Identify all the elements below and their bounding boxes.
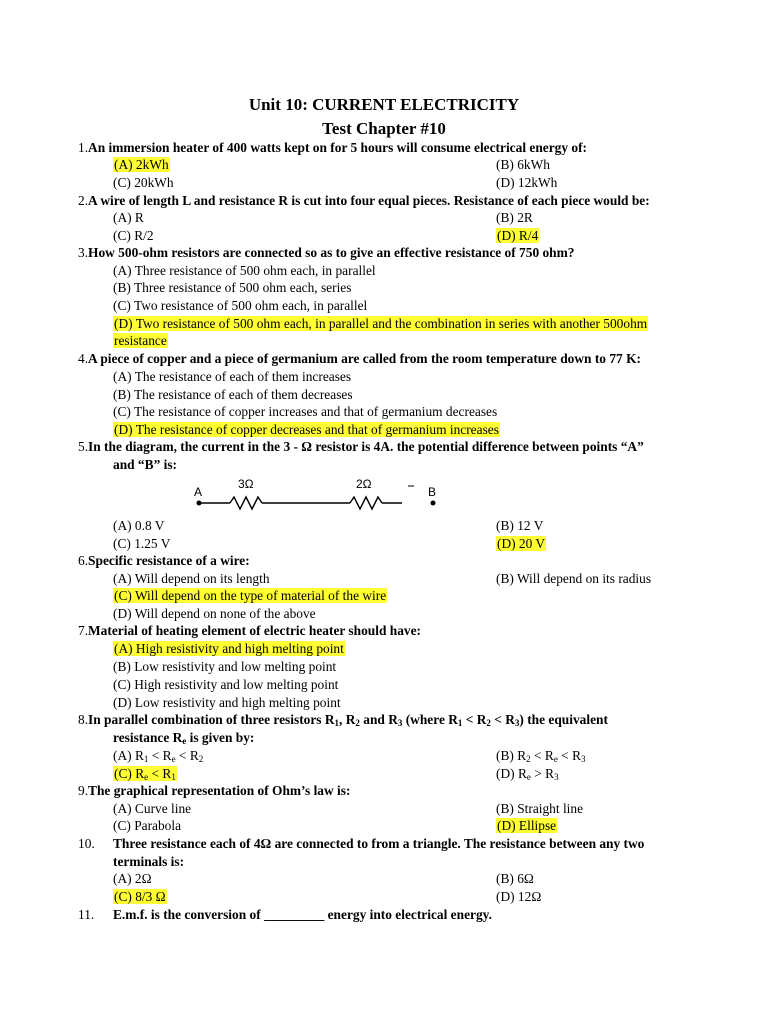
question-8 — [78, 711, 608, 728]
highlighted-answer: (C) $R_e < R_1$ — [114, 766, 176, 782]
question-text: The graphical representation of Ohm’s law is: — [88, 783, 351, 798]
question-1 — [78, 139, 587, 156]
q4-option-b: (B) The resistance of each of them decreases — [113, 387, 353, 402]
question-8-cont: resistance $R_e$ is given by: — [113, 730, 255, 746]
question-9 — [78, 782, 350, 799]
highlighted-answer: (D) R/4 — [497, 228, 539, 243]
question-text: E.m.f. is the conversion of _________ energy into electrical energy. — [113, 907, 492, 922]
q6-option-b: (B) Will depend on its radius — [496, 571, 652, 586]
question-11 — [78, 906, 492, 923]
q2-option-a: (A) R — [113, 210, 144, 225]
question-number: 7. — [78, 623, 89, 638]
point-b-label: B — [428, 485, 437, 499]
q10-option-d: (D) 12Ω — [496, 889, 542, 904]
question-number: 9. — [78, 783, 89, 798]
question-number: 2. — [78, 193, 89, 208]
q3-option-d — [113, 315, 648, 332]
q1-option-d: (D) 12kWh — [496, 175, 558, 190]
circuit-diagram — [190, 475, 450, 515]
page-subtitle: Test Chapter #10 — [322, 119, 446, 138]
resistor-2-label: 2Ω — [356, 477, 372, 491]
highlighted-answer: (C) 8/3 Ω — [114, 889, 166, 904]
question-2 — [78, 192, 650, 209]
question-5-cont: and “B” is: — [113, 457, 177, 472]
q10-option-b: (B) 6Ω — [496, 871, 534, 886]
page-title: Unit 10: CURRENT ELECTRICITY — [248, 95, 520, 114]
q5-option-d — [496, 535, 546, 552]
q9-option-b: (B) Straight line — [496, 801, 584, 816]
q2-option-d — [496, 227, 539, 244]
highlighted-answer: (D) Ellipse — [497, 818, 557, 833]
q1-option-c: (C) 20kWh — [113, 175, 174, 190]
highlighted-answer: (D) The resistance of copper decreases and that of germanium increases — [114, 422, 499, 437]
q9-option-c: (C) Parabola — [113, 818, 182, 833]
q2-option-b: (B) 2R — [496, 210, 533, 225]
question-3 — [78, 244, 574, 261]
q8-option-c — [113, 765, 177, 782]
q9-option-d — [496, 817, 557, 834]
q7-option-a — [113, 640, 345, 657]
resistor-3-ohm — [230, 497, 262, 509]
highlighted-answer: (A) 2kWh — [114, 157, 169, 172]
question-text: Three resistance each of 4Ω are connected to from a triangle. The resistance between any two — [113, 836, 645, 851]
q7-option-d: (D) Low resistivity and high melting point — [113, 695, 341, 710]
q3-option-c: (C) Two resistance of 500 ohm each, in parallel — [113, 298, 368, 313]
highlighted-answer: resistance — [114, 333, 167, 348]
q7-option-c: (C) High resistivity and low melting point — [113, 677, 339, 692]
q10-option-c — [113, 888, 167, 905]
highlighted-answer: (C) Will depend on the type of material of the wire — [114, 588, 387, 603]
question-number: 5. — [78, 439, 89, 454]
highlighted-answer: (A) High resistivity and high melting point — [114, 641, 344, 656]
q3-option-b: (B) Three resistance of 500 ohm each, series — [113, 280, 352, 295]
point-a-label: A — [194, 485, 203, 499]
question-number: 3. — [78, 245, 89, 260]
question-number: 8. — [78, 712, 89, 727]
point-b-dot — [431, 501, 436, 506]
q6-option-a: (A) Will depend on its length — [113, 571, 270, 586]
highlighted-answer: (D) Two resistance of 500 ohm each, in parallel and the combination in series with another 500ohm — [114, 316, 648, 331]
resistor-3-label: 3Ω — [238, 477, 254, 491]
q10-option-a: (A) 2Ω — [113, 871, 152, 886]
question-text: In the diagram, the current in the 3 - Ω resistor is 4A. the potential difference between points “A” — [88, 439, 644, 454]
q3-option-d-cont — [113, 332, 168, 349]
question-text: A wire of length L and resistance R is cut into four equal pieces. Resistance of each piece would be: — [88, 193, 650, 208]
resistor-2-ohm — [350, 497, 382, 509]
question-text: How 500-ohm resistors are connected so as to give an effective resistance of 750 ohm? — [88, 245, 575, 260]
q8-option-b: (B) $R_2 < R_e < R_3$ — [496, 748, 586, 764]
question-text: Material of heating element of electric heater should have: — [88, 623, 421, 638]
question-text: An immersion heater of 400 watts kept on for 5 hours will consume electrical energy of: — [88, 140, 588, 155]
question-number: 10. — [78, 836, 95, 851]
question-number: 11. — [78, 907, 95, 922]
q5-option-a: (A) 0.8 V — [113, 518, 165, 533]
question-6 — [78, 552, 250, 569]
q8-option-a: (A) $R_1 < R_e < R_2$ — [113, 748, 204, 764]
question-number: 1. — [78, 140, 89, 155]
question-number: 6. — [78, 553, 89, 568]
question-number: 4. — [78, 351, 89, 366]
question-10-cont: terminals is: — [113, 854, 185, 869]
q4-option-d — [113, 421, 500, 438]
question-5 — [78, 438, 644, 455]
q1-option-a — [113, 156, 170, 173]
q5-option-b: (B) 12 V — [496, 518, 544, 533]
q2-option-c: (C) R/2 — [113, 228, 154, 243]
q3-option-a: (A) Three resistance of 500 ohm each, in parallel — [113, 263, 376, 278]
question-10 — [78, 835, 644, 852]
q4-option-a: (A) The resistance of each of them increases — [113, 369, 352, 384]
question-text: Specific resistance of a wire: — [88, 553, 250, 568]
question-7 — [78, 622, 421, 639]
highlighted-answer: (D) 20 V — [497, 536, 546, 551]
q8-option-d: (D) $R_e > R_3$ — [496, 766, 559, 782]
q1-option-b: (B) 6kWh — [496, 157, 550, 172]
q5-option-c: (C) 1.25 V — [113, 536, 171, 551]
q9-option-a: (A) Curve line — [113, 801, 192, 816]
q7-option-b: (B) Low resistivity and low melting point — [113, 659, 337, 674]
question-text: In parallel combination of three resistors $R_1$, $R_2$ and $R_3$ (where $R_1 < R_2 < R_3$) the equivalent — [88, 712, 608, 728]
question-text: A piece of copper and a piece of germanium are called from the room temperature down to 77 K: — [88, 351, 641, 366]
question-4 — [78, 350, 641, 367]
q4-option-c: (C) The resistance of copper increases and that of germanium decreases — [113, 404, 498, 419]
q6-option-d: (D) Will depend on none of the above — [113, 606, 316, 621]
q6-option-c — [113, 587, 387, 604]
